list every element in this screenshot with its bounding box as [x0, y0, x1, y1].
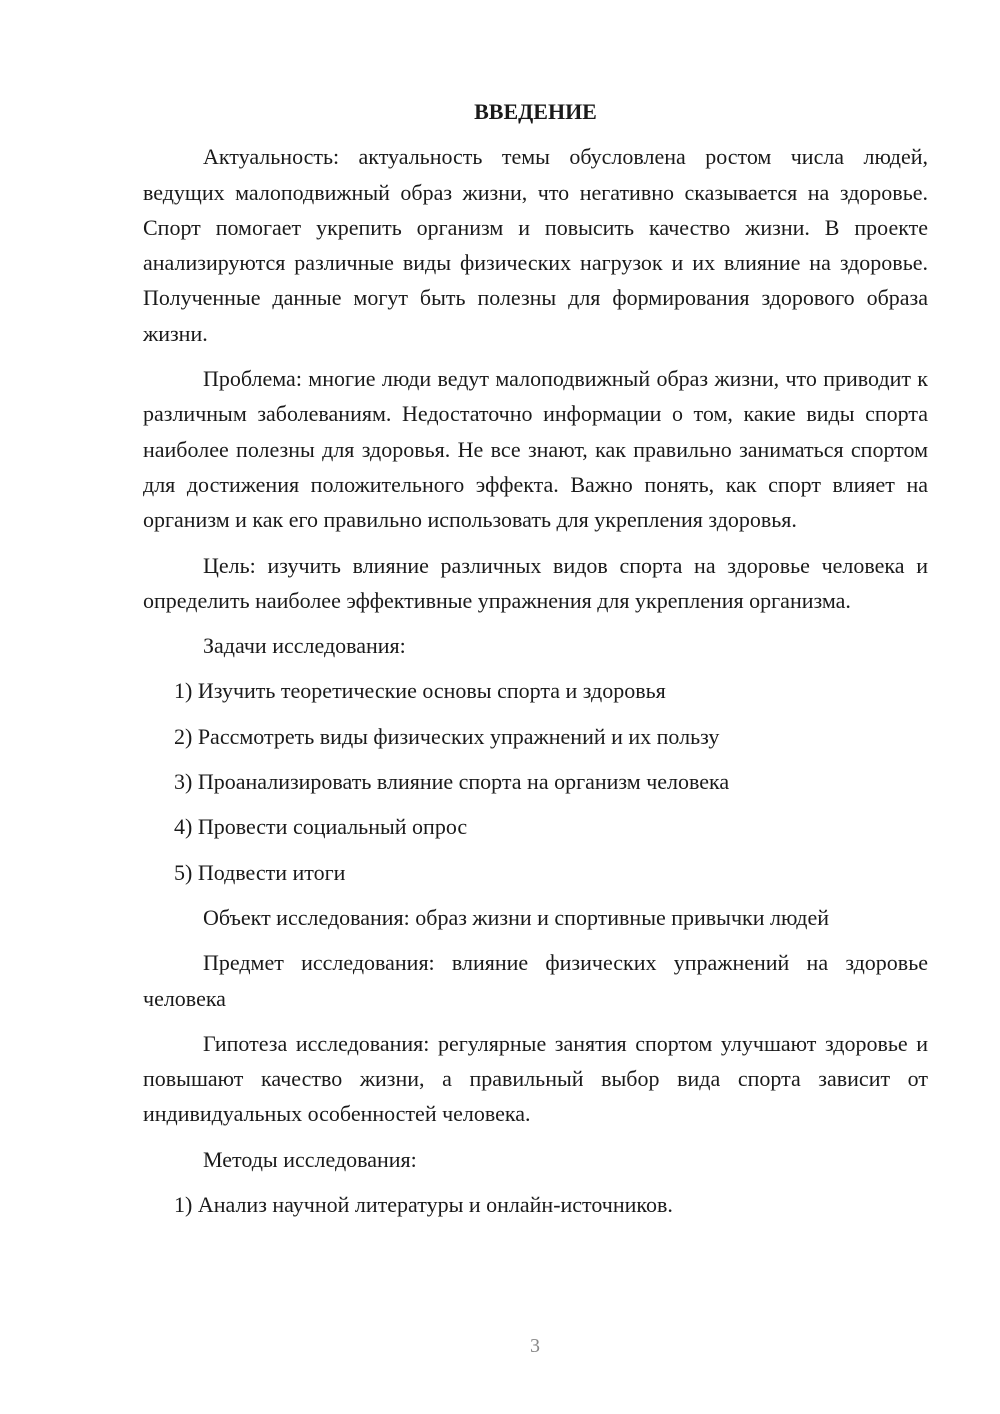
paragraph: Проблема: многие люди ведут малоподвижный образ жизни, что приводит к различным заболеваниям. Недостаточно информации о том, какие виды спорта наиболее полезны для здоровья. Не все знают, как правильно заниматься спортом для достижения положительного эффекта. Важно понять, как спорт влияет на организм и как его правильно использовать для укрепления здоровья.: [143, 366, 928, 533]
paragraph: Объект исследования: образ жизни и спортивные привычки людей: [203, 904, 830, 930]
body-text: [143, 139, 928, 1222]
paragraph: Гипотеза исследования: регулярные занятия спортом улучшают здоровье и повышают качество жизни, а правильный выбор вида спорта зависит от индивидуальных особенностей человека.: [143, 1030, 928, 1127]
list-item: 3) Проанализировать влияние спорта на организм человека: [174, 769, 730, 795]
paragraph: Методы исследования:: [203, 1146, 417, 1172]
list-item: 1) Изучить теоретические основы спорта и здоровья: [174, 678, 666, 704]
list-item: 5) Подвести итоги: [174, 859, 346, 885]
paragraph: Задачи исследования:: [203, 633, 406, 659]
list-item: 2) Рассмотреть виды физических упражнений и их пользу: [174, 723, 720, 749]
section-title: ВВЕДЕНИЕ: [474, 99, 597, 124]
page-content: [143, 94, 928, 1232]
list-item: 1) Анализ научной литературы и онлайн-источников.: [174, 1192, 673, 1218]
page-number: 3: [530, 1335, 540, 1357]
paragraph: Актуальность: актуальность темы обусловлена ростом числа людей, ведущих малоподвижный образ жизни, что негативно сказывается на здоровье. Спорт помогает укрепить организм и повысить качество жизни. В проекте анализируются различные виды физических нагрузок и их влияние на здоровье. Полученные данные могут быть полезны для формирования здорового образа жизни.: [143, 144, 928, 346]
paragraph: Предмет исследования: влияние физических упражнений на здоровье человека: [143, 950, 928, 1011]
list-item: 4) Провести социальный опрос: [174, 814, 468, 840]
paragraph: Цель: изучить влияние различных видов спорта на здоровье человека и определить наиболее эффективные упражнения для укрепления организма.: [143, 552, 928, 613]
